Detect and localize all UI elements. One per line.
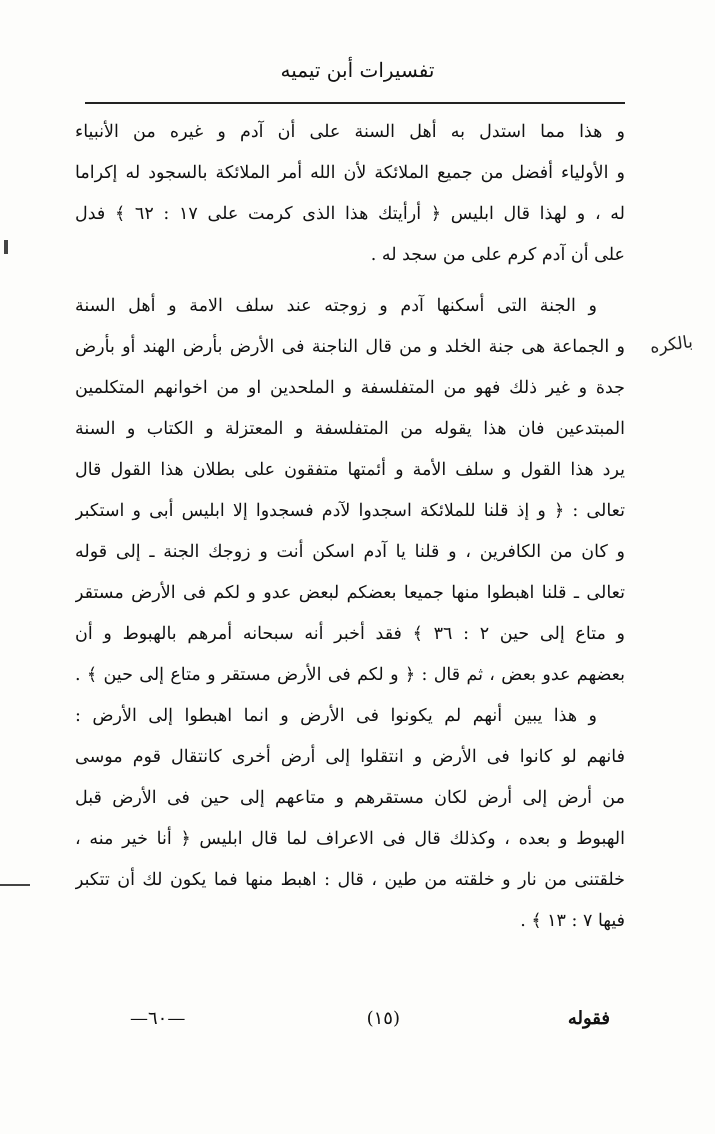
text-line: المبتدعين فان هذا يقوله من المتفلسفة و المعتزلة و الكتاب و السنة xyxy=(75,419,625,439)
text-line: له ، و لهذا قال ابليس ﴿ أرأيتك هذا الذى كرمت على ١٧ : ٦٢ ﴾ فدل xyxy=(75,204,625,224)
text-line: الهبوط و بعده ، وكذلك قال فى الاعراف لما قال ابليس ﴿ أنا خير منه ، xyxy=(75,829,625,849)
text-line: و الأولياء أفضل من جميع الملائكة لأن الله أمر الملائكة بالسجود له إكراما xyxy=(75,163,625,183)
text-line: و هذا مما استدل به أهل السنة على أن آدم و غيره من الأنبياء xyxy=(75,122,625,142)
text-line: على أن آدم كرم على من سجد له . xyxy=(370,245,625,265)
header-rule xyxy=(85,102,625,104)
text-line: تعالى : ﴿ و إذ قلنا للملائكة اسجدوا لآدم فسجدوا إلا ابليس أبى و استكبر xyxy=(75,501,625,521)
text-line: فانهم لو كانوا فى الأرض و انتقلوا إلى أرض أخرى كانتقال قوم موسى xyxy=(75,747,625,767)
text-line: يرد هذا القول و سلف الأمة و أئمتها متفقون على بطلان هذا القول قال xyxy=(75,460,625,480)
text-line: بعضهم عدو بعض ، ثم قال : ﴿ و لكم فى الأرض مستقر و متاع إلى حين ﴾ . xyxy=(75,665,625,685)
page-footer xyxy=(70,1008,630,1038)
margin-mark-left xyxy=(4,240,8,254)
signature-mark: (١٥) xyxy=(366,1008,400,1029)
text-line: جدة و غير ذلك فهو من المتفلسفة و الملحدين او من اخوانهم المتكلمين xyxy=(75,378,625,398)
catchword: فقوله xyxy=(567,1008,610,1029)
text-line: خلقتنى من نار و خلقته من طين ، قال : اهبط منها فما يكون لك أن تتكبر xyxy=(75,870,625,890)
text-line: و متاع إلى حين ٢ : ٣٦ ﴾ فقد أخبر أنه سبحانه أمرهم بالهبوط و أن xyxy=(75,624,625,644)
text-line: تعالى ـ قلنا اهبطوا منها جميعا بعضكم لبعض عدو و لكم فى الأرض مستقر xyxy=(75,583,625,603)
body-text xyxy=(75,112,625,942)
text-line: من أرض إلى أرض لكان مستقرهم و متاعهم إلى حين فى الأرض قبل xyxy=(75,788,625,808)
text-line: و هذا يبين أنهم لم يكونوا فى الأرض و انما اهبطوا إلى الأرض : xyxy=(75,706,597,726)
text-line: و الجنة التى أسكنها آدم و زوجته عند سلف الامة و أهل السنة xyxy=(75,296,597,316)
text-line: فيها ٧ : ١٣ ﴾ . xyxy=(520,911,625,931)
margin-mark-right xyxy=(0,884,30,886)
running-header: تفسيرات أبن تيميه xyxy=(280,58,435,82)
text-line: و الجماعة هى جنة الخلد و من قال الناجنة فى الأرض بأرض الهند أو بأرض xyxy=(75,337,625,357)
text-line: و كان من الكافرين ، و قلنا يا آدم اسكن أنت و زوجك الجنة ـ إلى قوله xyxy=(75,542,625,562)
page-number: —٦٠— xyxy=(130,1008,186,1029)
handwritten-margin-note: بالكره xyxy=(648,332,694,358)
